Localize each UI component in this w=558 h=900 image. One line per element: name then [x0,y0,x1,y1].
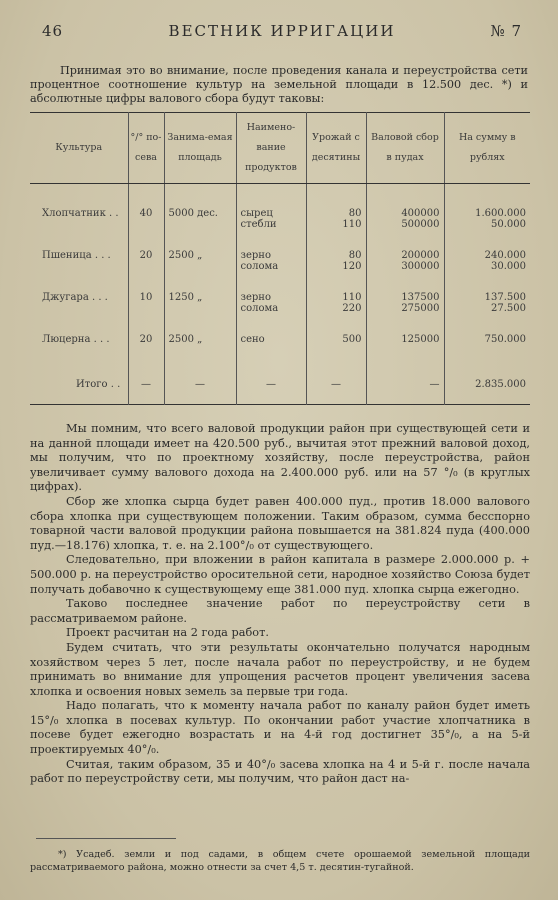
intro-paragraph [30,64,528,106]
crop-percent: 20 [128,322,164,353]
crop-gross: 125000 [366,322,444,353]
table-row [30,322,530,353]
intro-text: Принимая это во внимание, после проведения канала и переустройства сети процентное соотношение культур на земельной площади в 12.500 дес. *) и абсолютные цифры валового сбора будут таковы: [30,64,528,105]
paragraph: Сбор же хлопка сырца будет равен 400.000 пуд., против 18.000 валового сбора хлопка при существующем положении. Таким образом, сумма бесспорно товарной части валовой продукции района повышается на 381.824 пуда (400.000 пуд.—18.176) хлопка, т. е. на 2.100°/₀ от существующего. [30,494,530,552]
crop-yield: 110 220 [306,280,366,322]
body-text [30,422,530,787]
paragraph: Таково последнее значение работ по переустройству сети в рассматриваемом районе. [30,597,530,625]
crop-gross: 400000 500000 [366,184,444,239]
paragraph: Мы помним, что всего валовой продукции район при существующей сети и на данной площади имеет на 420.500 руб., вычитая этот прежний валовой доход, мы получим, что по проектному хозяйству, после переустройства, район увеличивает сумму валового дохода на 2.400.000 руб. или на 57 °/₀ (в круглых цифрах). [30,422,530,494]
crop-products: зерно солома [236,280,306,322]
crop-gross: 200000 300000 [366,238,444,280]
page-number: 46 [42,22,64,40]
total-dash: — [366,353,444,405]
crop-yield: 80 110 [306,184,366,239]
table-row [30,280,530,322]
table-row [30,184,530,239]
table-total-row [30,353,530,405]
crop-products: зерно солома [236,238,306,280]
crop-area: 5000 дес. [164,184,236,239]
issue-number: № 7 [490,22,522,40]
header-yield: Урожай с десятины [306,113,366,184]
crop-area: 2500 „ [164,322,236,353]
footnote-text: *) Усадеб. земли и под садами, в общем счете орошаемой земельной площади рассматриваемого района, можно отнести за счет 4,5 т. десятин-тугайной. [30,849,530,873]
crop-sum: 137.500 27.500 [484,292,526,314]
crop-sum: 240.000 30.000 [484,250,526,272]
paragraph: Будем считать, что эти результаты окончательно получатся народным хозяйством через 5 лет, после начала работ по переустройству, и не будем принимать во внимание для упрощения расчетов процент увеличения засева хлопка и освоения новых земель за первые три года. [30,640,530,698]
paragraph: Считая, таким образом, 35 и 40°/₀ засева хлопка на 4 и 5-й г. после начала работ по переустройству сети, мы получим, что район даст на- [30,757,530,786]
total-dash: — [164,353,236,405]
table-row [30,238,530,280]
crop-products: сырец стебли [236,184,306,239]
footnote-divider [36,838,176,839]
crop-products: сено [236,322,306,353]
header-products: Наимено-вание продуктов [236,113,306,184]
table-header-row [30,113,530,184]
crop-gross: 137500 275000 [366,280,444,322]
crop-percent: 10 [128,280,164,322]
crop-sum: 1.600.000 50.000 [475,208,526,230]
header-gross: Валовой сбор в пудах [366,113,444,184]
crop-name: Люцерна . . . [30,322,128,353]
footnote [30,849,530,874]
crop-yield: 500 [306,322,366,353]
journal-title: ВЕСТНИК ИРРИГАЦИИ [168,22,396,40]
crop-name: Пшеница . . . [30,238,128,280]
page-header [42,22,522,44]
crop-percent: 20 [128,238,164,280]
paragraph: Проект расчитан на 2 года работ. [66,626,269,640]
total-dash: — [128,353,164,405]
crop-area: 1250 „ [164,280,236,322]
paragraph: Надо полагать, что к моменту начала работ по каналу район будет иметь 15°/₀ хлопка в посевах культур. По окончании работ участие хлопчатника в посеве будет ежегодно возрастать и на 4-й год достигнет 35°/₀, а на 5-й проектируемых 40°/₀. [30,699,530,757]
crop-yield: 80 120 [306,238,366,280]
crop-percent: 40 [128,184,164,239]
crop-name: Джугара . . . [30,280,128,322]
header-sum: На сумму в рублях [444,113,530,184]
total-dash: — [306,353,366,405]
paragraph: Следовательно, при вложении в район капитала в размере 2.000.000 р. + 500.000 р. на переустройство оросительной сети, народное хозяйство Союза будет получать добавочно к существующему еще 381.000 пуд. хлопка сырца ежегодно. [30,553,530,596]
crop-table [30,112,530,405]
total-sum: 2.835.000 [475,379,526,390]
total-label: Итого . . [30,353,128,405]
crop-sum: 750.000 [484,334,526,345]
crop-name: Хлопчатник . . [30,184,128,239]
header-percent: °/° по-сева [128,113,164,184]
header-crop: Культура [30,113,128,184]
total-dash: — [236,353,306,405]
crop-area: 2500 „ [164,238,236,280]
header-area: Занима-емая площадь [164,113,236,184]
